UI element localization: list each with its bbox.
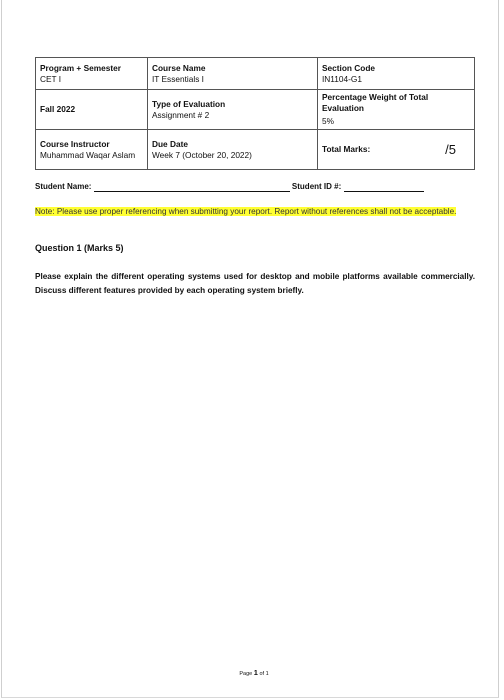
student-id-label: Student ID #: xyxy=(291,182,342,191)
due-date-label: Due Date xyxy=(152,138,188,149)
program-label: Program + Semester xyxy=(40,62,121,73)
total-marks-value: /5 xyxy=(445,142,456,157)
weight-cell xyxy=(318,90,475,130)
due-date-value: Week 7 (October 20, 2022) xyxy=(152,149,252,160)
section-value: IN1104-G1 xyxy=(322,73,362,84)
weight-value: 5% xyxy=(322,116,334,126)
footer-of-word: of xyxy=(259,671,265,677)
page-footer xyxy=(2,668,504,677)
total-marks-cell xyxy=(318,130,475,170)
term-cell xyxy=(36,90,148,130)
due-date-cell xyxy=(148,130,318,170)
footer-page-word: Page xyxy=(239,671,253,677)
question-title: Question 1 (Marks 5) xyxy=(35,243,124,253)
course-cell xyxy=(148,58,318,90)
student-name-field[interactable] xyxy=(94,183,290,192)
instructor-label: Course Instructor xyxy=(40,138,110,149)
total-marks-label: Total Marks: xyxy=(322,144,371,154)
course-value: IT Essentials I xyxy=(152,73,204,84)
course-info-table xyxy=(35,57,475,170)
program-value: CET I xyxy=(40,73,62,84)
section-cell xyxy=(318,58,475,90)
student-name-label: Student Name: xyxy=(35,182,92,191)
course-label: Course Name xyxy=(152,62,206,73)
student-id-field[interactable] xyxy=(344,183,424,192)
instructor-cell xyxy=(36,130,148,170)
referencing-note xyxy=(35,206,471,218)
footer-page-number: 1 xyxy=(253,668,258,677)
instructor-value: Muhammad Waqar Aslam xyxy=(40,149,136,160)
program-cell xyxy=(36,58,148,90)
document-page xyxy=(1,0,499,698)
evaluation-value: Assignment # 2 xyxy=(152,109,210,120)
evaluation-cell xyxy=(148,90,318,130)
footer-total-pages: 1 xyxy=(265,671,269,677)
note-text: Note: Please use proper referencing when submitting your report. Report without references shall not be acceptable. xyxy=(35,207,457,216)
evaluation-label: Type of Evaluation xyxy=(152,98,226,109)
section-label: Section Code xyxy=(322,62,376,73)
question-text: Please explain the different operating systems used for desktop and mobile platforms available commercially. Discuss different features provided by each operating system briefly. xyxy=(35,272,475,295)
term-value: Fall 2022 xyxy=(40,104,76,114)
weight-label: Percentage Weight of Total Evaluation xyxy=(322,92,429,113)
student-info-line xyxy=(35,181,475,192)
